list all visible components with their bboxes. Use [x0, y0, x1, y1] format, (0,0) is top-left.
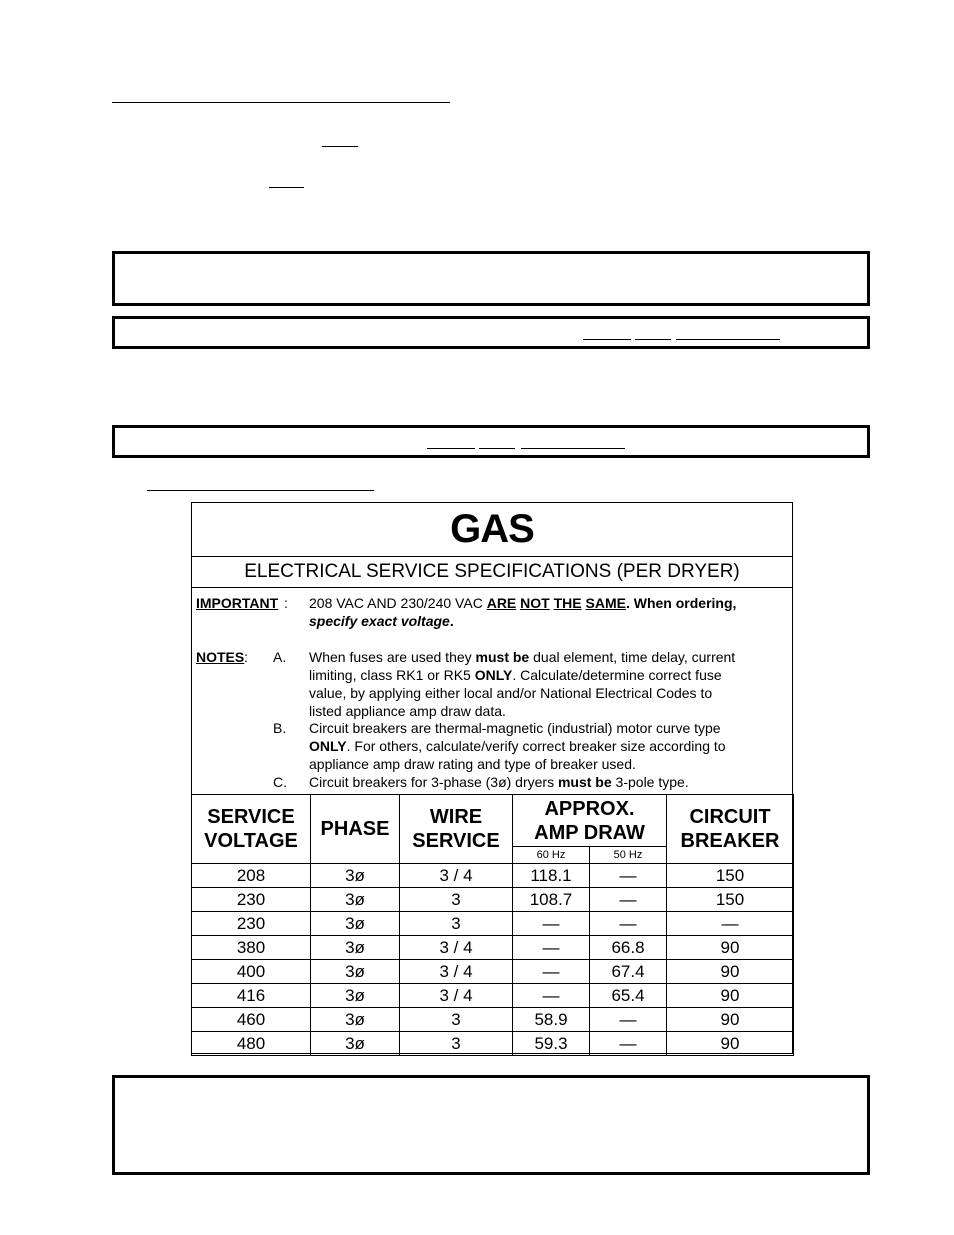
cell-voltage: 480: [192, 1032, 311, 1056]
cell-phase: 3ø: [311, 960, 400, 984]
table-row: [192, 1008, 794, 1032]
cell-amp60: 58.9: [513, 1008, 590, 1032]
notice-box: [112, 425, 870, 458]
important-text: 208 VAC AND 230/240 VAC ARE NOT THE SAME. When ordering, specify exact voltage.: [309, 595, 737, 629]
table-row: [192, 984, 794, 1008]
cell-amp50: —: [590, 1008, 667, 1032]
important-label: IMPORTANT: [196, 595, 279, 611]
cell-amp60: —: [513, 984, 590, 1008]
cell-wire: 3 / 4: [400, 960, 513, 984]
cell-amp60: 59.3: [513, 1032, 590, 1056]
note-c-text: Circuit breakers for 3-phase (3ø) dryers must be 3-pole type.: [309, 774, 689, 790]
table-row: [192, 912, 794, 936]
cell-voltage: 208: [192, 864, 311, 888]
cell-voltage: 460: [192, 1008, 311, 1032]
cell-phase: 3ø: [311, 912, 400, 936]
cell-breaker: 90: [667, 1032, 794, 1056]
cell-wire: 3 / 4: [400, 984, 513, 1008]
blank-rule: [479, 448, 515, 449]
blank-rule: [635, 339, 671, 340]
cell-amp50: —: [590, 912, 667, 936]
cell-voltage: 400: [192, 960, 311, 984]
header-60hz: 60 Hz: [513, 847, 590, 864]
cell-amp50: 66.8: [590, 936, 667, 960]
notes-label: NOTES: [196, 649, 245, 665]
cell-wire: 3: [400, 912, 513, 936]
cell-amp50: —: [590, 888, 667, 912]
electrical-spec-table: [191, 502, 793, 1054]
header-phase: PHASE: [311, 795, 400, 864]
cell-wire: 3 / 4: [400, 936, 513, 960]
cell-breaker: 150: [667, 888, 794, 912]
note-b-letter: B.: [273, 720, 287, 736]
cell-amp60: —: [513, 912, 590, 936]
cell-voltage: 230: [192, 888, 311, 912]
spec-title: GAS: [192, 503, 792, 557]
notice-box: [112, 251, 870, 306]
header-circuit-breaker: CIRCUIT BREAKER: [667, 795, 794, 864]
cell-phase: 3ø: [311, 864, 400, 888]
cell-amp50: —: [590, 1032, 667, 1056]
table-row: [192, 936, 794, 960]
cell-amp60: —: [513, 936, 590, 960]
blank-rule: [583, 339, 631, 340]
header-50hz: 50 Hz: [590, 847, 667, 864]
cell-breaker: 90: [667, 1008, 794, 1032]
table-row: [192, 864, 794, 888]
cell-breaker: 90: [667, 936, 794, 960]
cell-phase: 3ø: [311, 984, 400, 1008]
notice-box: [112, 1075, 870, 1175]
cell-wire: 3: [400, 1032, 513, 1056]
note-a-letter: A.: [273, 649, 287, 665]
cell-amp60: 118.1: [513, 864, 590, 888]
blank-rule: [521, 448, 625, 449]
notice-box: [112, 316, 870, 349]
cell-amp50: 67.4: [590, 960, 667, 984]
blank-rule: [269, 187, 304, 188]
blank-rule: [676, 339, 780, 340]
cell-amp50: —: [590, 864, 667, 888]
important-colon: :: [284, 595, 288, 611]
header-wire-service: WIRE SERVICE: [400, 795, 513, 864]
cell-phase: 3ø: [311, 1032, 400, 1056]
note-c-letter: C.: [273, 774, 287, 790]
note-a-text: When fuses are used they must be dual element, time delay, current limiting, class RK1 or RK5 ONLY. Calculate/determine correct fuse value, by applying either local and/or National Electrical Codes to listed appliance amp draw data.: [309, 649, 736, 719]
cell-breaker: 90: [667, 984, 794, 1008]
cell-wire: 3: [400, 888, 513, 912]
blank-rule: [322, 146, 358, 147]
cell-phase: 3ø: [311, 888, 400, 912]
notes-colon: :: [244, 649, 248, 665]
cell-voltage: 416: [192, 984, 311, 1008]
section-rule: [147, 490, 374, 491]
notes-section: [192, 588, 792, 794]
cell-phase: 3ø: [311, 936, 400, 960]
cell-voltage: 380: [192, 936, 311, 960]
blank-rule: [427, 448, 475, 449]
spec-data-table: [191, 794, 794, 1056]
cell-amp60: 108.7: [513, 888, 590, 912]
header-amp-draw: APPROX. AMP DRAW: [513, 795, 667, 847]
cell-phase: 3ø: [311, 1008, 400, 1032]
cell-wire: 3: [400, 1008, 513, 1032]
spec-subtitle: ELECTRICAL SERVICE SPECIFICATIONS (PER DRYER): [192, 556, 792, 588]
cell-breaker: —: [667, 912, 794, 936]
cell-amp50: 65.4: [590, 984, 667, 1008]
cell-breaker: 150: [667, 864, 794, 888]
header-service-voltage: SERVICE VOLTAGE: [192, 795, 311, 864]
table-row: [192, 1032, 794, 1056]
cell-voltage: 230: [192, 912, 311, 936]
note-b-text: Circuit breakers are thermal-magnetic (industrial) motor curve type ONLY. For others, calculate/verify correct breaker size according to appliance amp draw rating and type of breaker used.: [309, 720, 726, 772]
cell-breaker: 90: [667, 960, 794, 984]
cell-amp60: —: [513, 960, 590, 984]
cell-wire: 3 / 4: [400, 864, 513, 888]
table-row: [192, 888, 794, 912]
heading-rule: [112, 102, 450, 103]
table-row: [192, 960, 794, 984]
